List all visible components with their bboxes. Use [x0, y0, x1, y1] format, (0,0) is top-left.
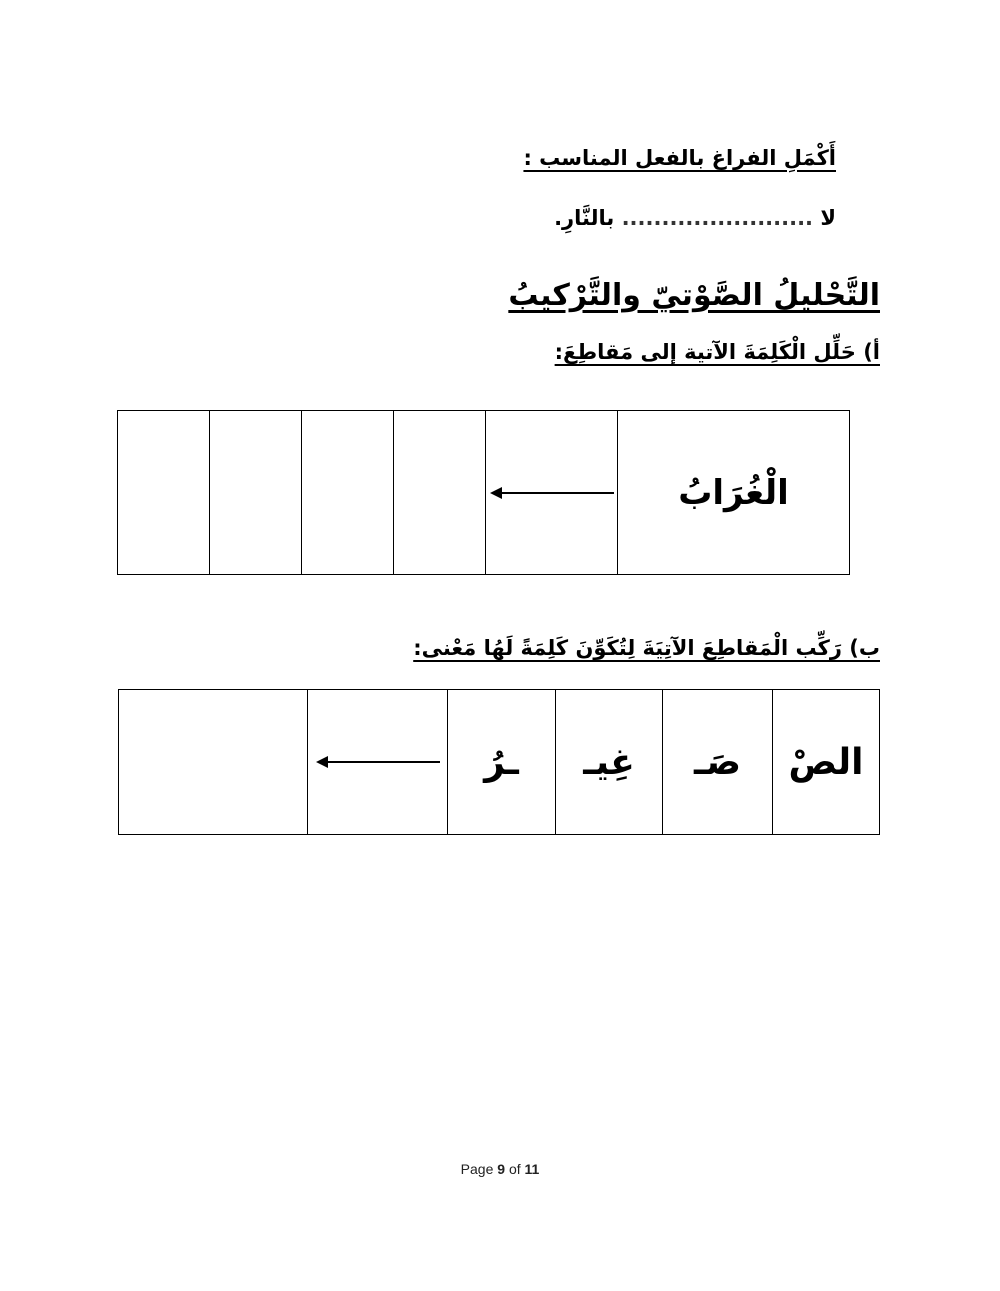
syllable: ـرُ — [484, 741, 519, 783]
part-a-instruction: أ) حَلِّل الْكَلِمَةَ الآتية إلى مَقاطِعَ: — [554, 340, 880, 364]
total-pages: 11 — [524, 1161, 540, 1177]
left-arrow-icon — [490, 483, 614, 503]
section-heading: التَّحْليلُ الصَّوْتيّ والتَّرْكيبُ — [508, 278, 880, 313]
answer-cell[interactable] — [118, 411, 210, 575]
answer-cell[interactable] — [210, 411, 302, 575]
word-cell — [618, 411, 850, 575]
syllable-cell — [448, 690, 556, 835]
arrow-cell — [486, 411, 618, 575]
answer-cell[interactable] — [394, 411, 486, 575]
syllable-cell — [773, 690, 880, 835]
blank-field[interactable]: ........................ — [621, 206, 814, 230]
syllable: غِيـ — [583, 741, 635, 783]
answer-cell[interactable] — [119, 690, 308, 835]
syllable: الصْ — [788, 741, 864, 783]
arrow-cell — [308, 690, 448, 835]
syllable-split-table — [117, 410, 850, 575]
syllable: صَـ — [693, 741, 742, 783]
syllable-compose-table — [118, 689, 880, 835]
syllable-cell — [663, 690, 773, 835]
current-page: 9 — [497, 1161, 506, 1177]
sentence-end: بالنَّارِ. — [554, 206, 615, 230]
word-to-split: الْغُرَابُ — [678, 472, 789, 513]
page-label: Page — [460, 1161, 494, 1177]
page-footer — [0, 1161, 1000, 1177]
of-label: of — [508, 1161, 521, 1177]
answer-cell[interactable] — [302, 411, 394, 575]
sentence-start: لا — [820, 206, 836, 230]
left-arrow-icon — [316, 752, 440, 772]
syllable-cell — [556, 690, 663, 835]
fill-blank-title: أَكْمَلِ الفراغ بالفعل المناسب : — [523, 146, 836, 170]
fill-blank-sentence — [554, 206, 836, 230]
part-b-instruction: ب) رَكِّب الْمَقاطِعَ الآتِيَةَ لِتُكَوِّنَ كَلِمَةً لَهُا مَعْنى: — [413, 636, 880, 660]
